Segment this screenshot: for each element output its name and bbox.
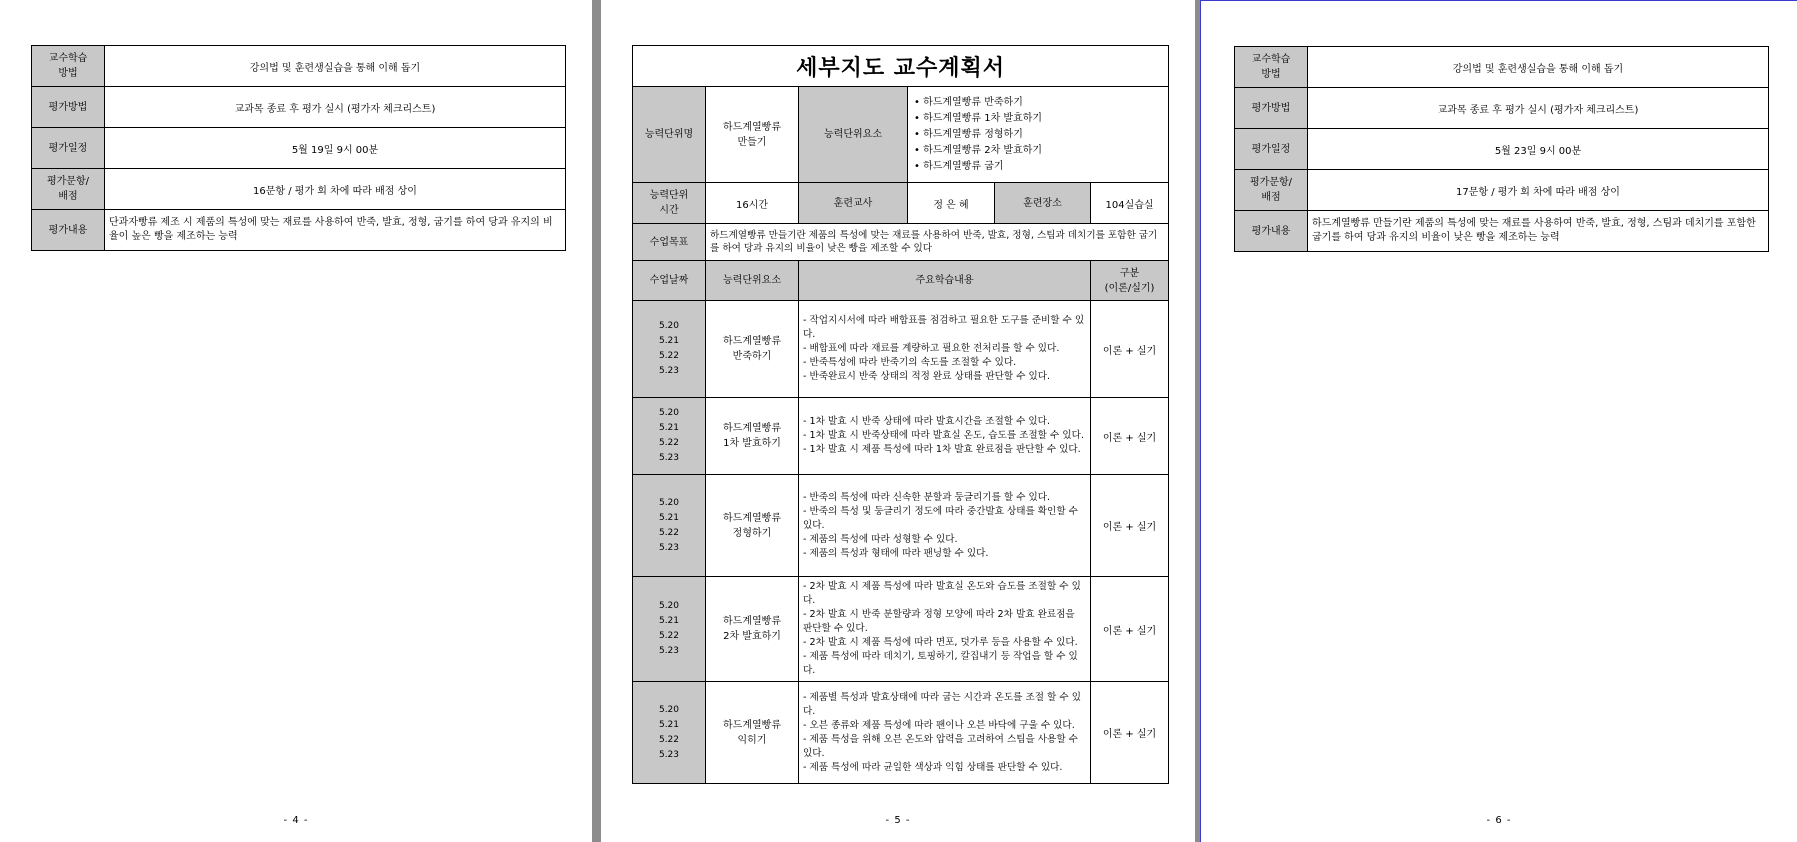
table-row — [32, 210, 566, 251]
session-type: 이론 + 실기 — [1091, 577, 1169, 682]
hours-label: 능력단위 시간 — [633, 183, 706, 224]
table-row — [1235, 47, 1769, 88]
table-row — [1235, 129, 1769, 170]
list-item: • 하드계열빵류 정형하기 — [914, 127, 1164, 143]
row-value: 5월 19일 9시 00분 — [105, 128, 566, 169]
table-row — [1235, 170, 1769, 211]
table-row — [633, 682, 1169, 784]
table-row — [633, 87, 1169, 183]
page-number: - 6 - — [1486, 815, 1512, 826]
element-header: 능력단위요소 — [706, 261, 799, 301]
unit-elements-list — [914, 95, 1164, 175]
objective-label: 수업목표 — [633, 224, 706, 261]
table-row — [32, 169, 566, 210]
session-content: - 제품별 특성과 발효상태에 따라 굽는 시간과 온도를 조절 할 수 있다. - 오븐 종류와 제품 특성에 따라 팬이나 오븐 바닥에 구울 수 있다. - 제품 특성을 위해 오븐 온도와 압력을 고려하여 스팀을 사용할 수 있다. - 제품 특성에 따라 균일한 색상과 익힘 상태를 판단할 수 있다. — [799, 682, 1091, 784]
row-value: 17문항 / 평가 회 차에 따라 배점 상이 — [1308, 170, 1769, 211]
row-label: 평가문항/ 배점 — [1235, 170, 1308, 211]
session-dates: 5.20 5.21 5.22 5.23 — [633, 577, 706, 682]
table-row — [32, 87, 566, 128]
row-label: 평가내용 — [32, 210, 105, 251]
header-row — [633, 261, 1169, 301]
row-label: 평가문항/ 배점 — [32, 169, 105, 210]
session-content: - 1차 발효 시 반죽 상태에 따라 발효시간을 조절할 수 있다. - 1차 발효 시 반죽상태에 따라 발효실 온도, 습도를 조절할 수 있다. - 1차 발효 시 제품 특성에 따라 1차 발효 완료점을 판단할 수 있다. — [799, 398, 1091, 475]
table-row — [633, 224, 1169, 261]
row-value: 5월 23일 9시 00분 — [1308, 129, 1769, 170]
evaluation-table — [1234, 46, 1769, 252]
table-row — [32, 128, 566, 169]
table-row — [1235, 211, 1769, 252]
session-dates: 5.20 5.21 5.22 5.23 — [633, 301, 706, 398]
table-row — [633, 577, 1169, 682]
session-element: 하드계열빵류 익히기 — [706, 682, 799, 784]
unit-name: 하드계열빵류 만들기 — [706, 87, 799, 183]
hours: 16시간 — [706, 183, 799, 224]
row-label: 교수학습 방법 — [32, 46, 105, 87]
row-label: 평가내용 — [1235, 211, 1308, 252]
teacher-label: 훈련교사 — [799, 183, 908, 224]
row-value: 강의법 및 훈련생실습을 통해 이해 돕기 — [1308, 47, 1769, 88]
row-label: 교수학습 방법 — [1235, 47, 1308, 88]
document-page-6 — [1200, 0, 1797, 842]
session-type: 이론 + 실기 — [1091, 475, 1169, 577]
session-element: 하드계열빵류 1차 발효하기 — [706, 398, 799, 475]
place: 104실습실 — [1091, 183, 1169, 224]
row-label: 평가일정 — [32, 128, 105, 169]
row-value: 16문항 / 평가 회 차에 따라 배점 상이 — [105, 169, 566, 210]
page-number: - 5 - — [885, 815, 911, 826]
session-element: 하드계열빵류 정형하기 — [706, 475, 799, 577]
place-label: 훈련장소 — [995, 183, 1091, 224]
table-row — [32, 46, 566, 87]
session-type: 이론 + 실기 — [1091, 398, 1169, 475]
session-content: - 2차 발효 시 제품 특성에 따라 발효실 온도와 습도를 조절할 수 있다. - 2차 발효 시 반죽 분할량과 정형 모양에 따라 2차 발효 완료점을 판단할 수 있다. - 2차 발효 시 제품 특성에 따라 면포, 덧가루 등을 사용할 수 있다. - 제품 특성에 따라 데치기, 토핑하기, 칼집내기 등 작업을 할 수 있다. — [799, 577, 1091, 682]
session-element: 하드계열빵류 반죽하기 — [706, 301, 799, 398]
title-row — [633, 46, 1169, 87]
session-content: - 반죽의 특성에 따라 신속한 분할과 둥글리기를 할 수 있다. - 반죽의 특성 및 둥글리기 정도에 따라 중간발효 상태를 확인할 수 있다. - 제품의 특성에 따라 성형할 수 있다. - 제품의 특성과 형태에 따라 팬닝할 수 있다. — [799, 475, 1091, 577]
session-content: - 작업지시서에 따라 배합표를 점검하고 필요한 도구를 준비할 수 있다. - 배합표에 따라 재료를 계량하고 필요한 전처리를 할 수 있다. - 반죽특성에 따라 반죽기의 속도를 조절할 수 있다. - 반죽완료시 반죽 상태의 적정 완료 상태를 판단할 수 있다. — [799, 301, 1091, 398]
row-value: 교과목 종료 후 평가 실시 (평가자 체크리스트) — [105, 87, 566, 128]
content-header: 주요학습내용 — [799, 261, 1091, 301]
list-item: • 하드계열빵류 1차 발효하기 — [914, 111, 1164, 127]
session-dates: 5.20 5.21 5.22 5.23 — [633, 475, 706, 577]
row-value: 단과자빵류 제조 시 제품의 특성에 맞는 재료를 사용하여 반죽, 발효, 정형, 굽기를 하여 당과 유지의 비율이 높은 빵을 제조하는 능력 — [105, 210, 566, 251]
row-label: 평가일정 — [1235, 129, 1308, 170]
table-row — [1235, 88, 1769, 129]
document-page-4 — [0, 0, 592, 842]
unit-elements — [908, 87, 1169, 183]
session-dates: 5.20 5.21 5.22 5.23 — [633, 398, 706, 475]
session-type: 이론 + 실기 — [1091, 682, 1169, 784]
teacher: 정 은 혜 — [908, 183, 995, 224]
type-header: 구분 (이론/실기) — [1091, 261, 1169, 301]
session-dates: 5.20 5.21 5.22 5.23 — [633, 682, 706, 784]
document-page-5 — [601, 0, 1195, 842]
list-item: • 하드계열빵류 2차 발효하기 — [914, 143, 1164, 159]
table-row — [633, 398, 1169, 475]
row-label: 평가방법 — [32, 87, 105, 128]
row-label: 평가방법 — [1235, 88, 1308, 129]
list-item: • 하드계열빵류 굽기 — [914, 159, 1164, 175]
unit-name-label: 능력단위명 — [633, 87, 706, 183]
evaluation-table — [31, 45, 566, 251]
table-row — [633, 183, 1169, 224]
row-value: 교과목 종료 후 평가 실시 (평가자 체크리스트) — [1308, 88, 1769, 129]
lesson-plan-table — [632, 45, 1169, 784]
table-row — [633, 475, 1169, 577]
table-row — [633, 301, 1169, 398]
page-title: 세부지도 교수계획서 — [633, 46, 1169, 87]
row-value: 강의법 및 훈련생실습을 통해 이해 돕기 — [105, 46, 566, 87]
page-number: - 4 - — [283, 815, 309, 826]
row-value: 하드계열빵류 만들기란 제품의 특성에 맞는 재료를 사용하여 반죽, 발효, 정형, 스팀과 데치기를 포함한 굽기를 하여 당과 유지의 비율이 낮은 빵을 제조하는 능력 — [1308, 211, 1769, 252]
unit-elements-label: 능력단위요소 — [799, 87, 908, 183]
list-item: • 하드계열빵류 반죽하기 — [914, 95, 1164, 111]
objective: 하드계열빵류 만들기란 제품의 특성에 맞는 재료를 사용하여 반죽, 발효, 정형, 스팀과 데치기를 포함한 굽기를 하여 당과 유지의 비율이 낮은 빵을 제조할 수 있다 — [706, 224, 1169, 261]
session-element: 하드계열빵류 2차 발효하기 — [706, 577, 799, 682]
session-type: 이론 + 실기 — [1091, 301, 1169, 398]
date-header: 수업날짜 — [633, 261, 706, 301]
